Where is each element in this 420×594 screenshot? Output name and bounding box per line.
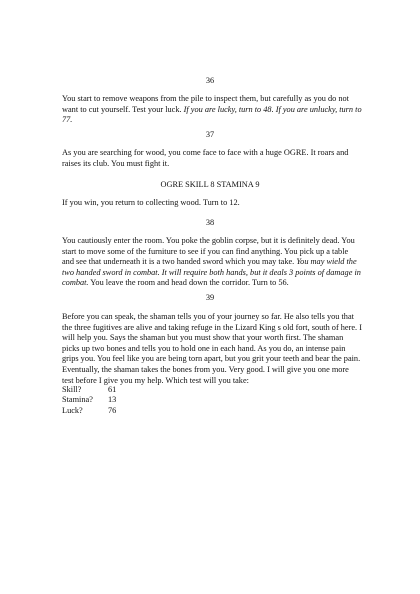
choice-turn: 13 [108,395,117,405]
section-number: 37 [205,130,215,139]
section-38-end: You leave the room and head down the corridor. Turn to 56. [88,278,289,288]
choice-turn: 61 [108,385,117,394]
test-choices [62,385,116,416]
section-38-italic: You may wield the two handed sword in combat. It will require both hands, but it deals 3 points of damage in combat. [62,257,361,288]
section-37-after: If you win, you return to collecting wood. Turn to 12. [62,198,240,207]
choice-stamina[interactable] [62,395,116,405]
section-36-body: You start to remove weapons from the pile to inspect them, but carefully as you do not want to cut yourself. Test your luck. [62,94,349,114]
choice-label: Luck? [62,405,83,415]
section-39-text: Before you can speak, the shaman tells you of your journey so far. He also tells you that the three fugitives are alive and taking refuge in the Lizard King s old fort, south of here. I will help you. Says the shaman but you must show that your worth first. The shaman picks up two bones and tells you to hold one in each hand. As you do, an intense pain grips you. You feel like you are being torn apart, but you grit your teeth and bear the pain. Eventually, the shaman takes the bones from you. Very good. I will give you one more test before I give you my help. Which test will you take: [62,312,362,385]
choice-turn: 76 [108,405,117,415]
section-number: 39 [205,293,215,302]
section-38-text [62,236,362,289]
choice-luck[interactable] [62,406,116,416]
section-37-text: As you are searching for wood, you come face to face with a huge OGRE. It roars and raises its club. You must fight it. [62,148,349,168]
section-number: 38 [205,218,215,227]
section-36-text [62,94,362,126]
section-36-outcome: If you are lucky, turn to 48. If you are unlucky, turn to 77. [62,104,362,125]
section-number: 36 [205,76,215,85]
choice-skill[interactable] [62,385,116,395]
enemy-stats: OGRE SKILL 8 STAMINA 9 [160,180,260,189]
section-38-body: You cautiously enter the room. You poke the goblin corpse, but it is definitely dead. You start to move some of the furniture to see if you can find anything. You pick up a table and see that underneath it is a two handed sword which you may take. [62,236,355,267]
choice-label: Stamina? [62,395,93,405]
choice-label: Skill? [62,385,82,394]
